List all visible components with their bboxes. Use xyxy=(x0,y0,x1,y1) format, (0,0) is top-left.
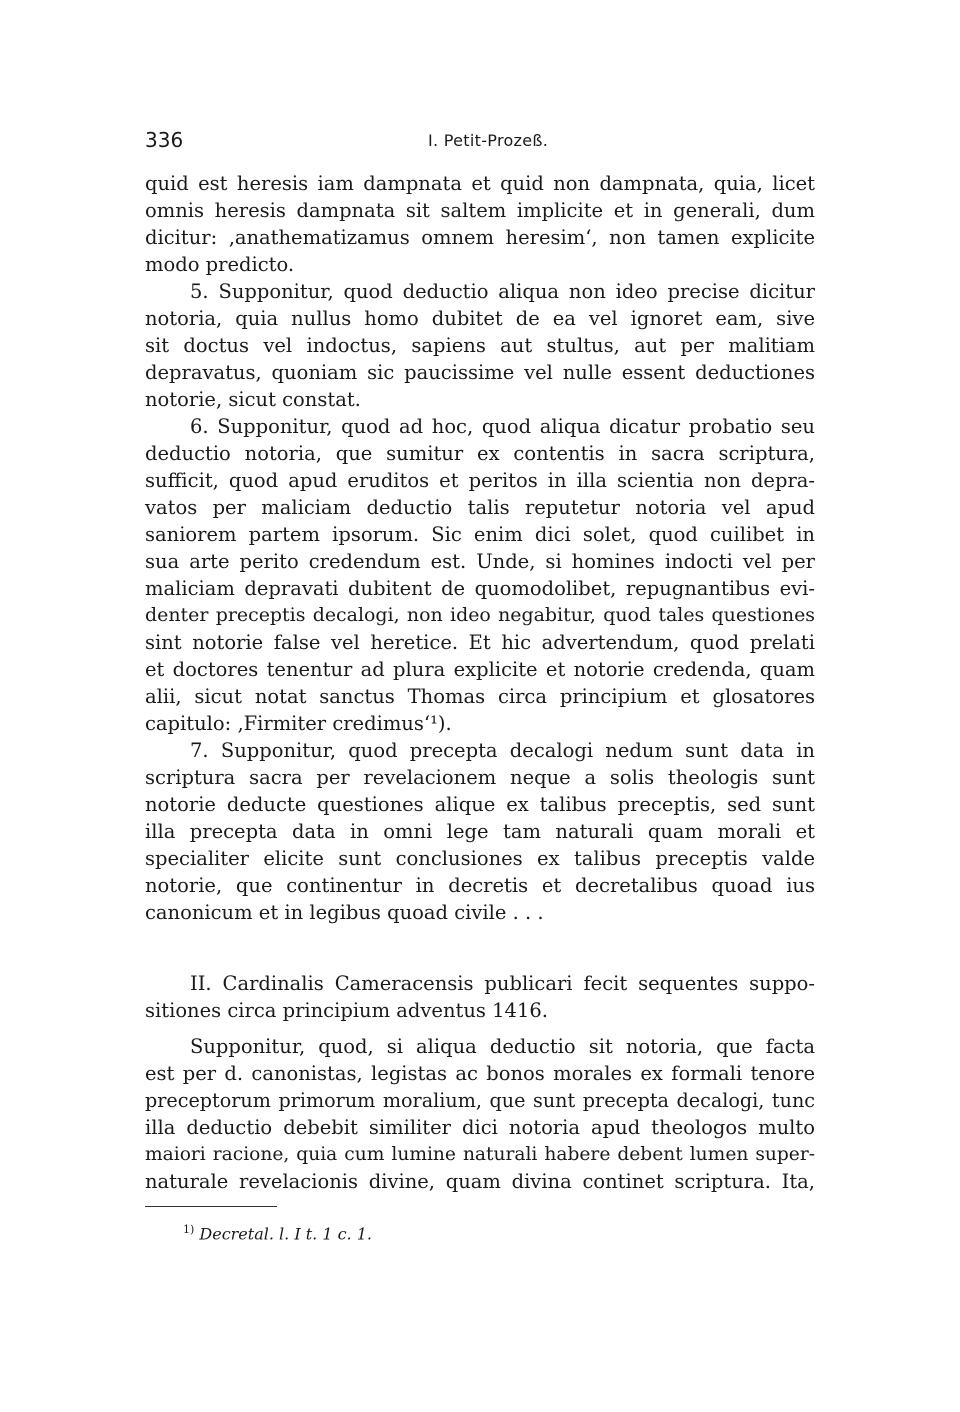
text-line: 5. Supponitur, quod deductio aliqua non ideo precise dicitur xyxy=(190,280,815,303)
text-line: est per d. canonistas, legistas ac bonos morales ex formali tenore xyxy=(145,1062,815,1085)
text-line: depravatus, quoniam sic paucissime vel nulle essent deductiones xyxy=(145,361,815,384)
text-line: scriptura sacra per revelacionem neque a solis theologis sunt xyxy=(145,766,815,789)
text-line: deductio notoria, que sumitur ex contentis in sacra scriptura, xyxy=(145,442,815,465)
text-line: illa precepta data in omni lege tam naturali quam morali et xyxy=(145,820,815,843)
text-line: dicitur: ‚anathematizamus omnem heresim‘, non tamen explicite xyxy=(145,226,815,249)
text-line: notorie, que continentur in decretis et decretalibus quoad ius xyxy=(145,874,815,897)
text-line: sitiones circa principium adventus 1416. xyxy=(145,999,548,1022)
running-head xyxy=(145,128,815,158)
text-line: sufficit, quod apud eruditos et peritos in illa scientia non depra- xyxy=(145,469,815,492)
text-line: denter preceptis decalogi, non ideo negabitur, quod tales questiones xyxy=(145,604,815,626)
text-line: capitulo: ‚Firmiter credimus‘¹). xyxy=(145,712,452,735)
text-line: II. Cardinalis Cameracensis publicari fecit sequentes suppo- xyxy=(190,972,815,995)
text-line: saniorem partem ipsorum. Sic enim dici solet, quod cuilibet in xyxy=(145,523,815,546)
text-line: omnis heresis dampnata sit saltem implicite et in generali, dum xyxy=(145,199,815,222)
text-line: specialiter elicite sunt conclusiones ex talibus preceptis valde xyxy=(145,847,815,870)
footnote-rule xyxy=(145,1206,277,1207)
text-line: modo predicto. xyxy=(145,253,295,276)
text-line: canonicum et in legibus quoad civile . . . xyxy=(145,901,544,924)
text-line: sit doctus vel indoctus, sapiens aut stultus, aut per malitiam xyxy=(145,334,815,357)
text-line: notoria, quia nullus homo dubitet de ea vel ignoret eam, sive xyxy=(145,307,815,330)
text-line: maiori racione, quia cum lumine naturali habere debent lumen super- xyxy=(145,1144,815,1165)
text-line: 6. Supponitur, quod ad hoc, quod aliqua dicatur probatio seu xyxy=(190,415,815,438)
text-line: sua arte perito credendum est. Unde, si homines indocti vel per xyxy=(145,550,815,573)
text-line: notorie, sicut constat. xyxy=(145,388,361,411)
running-title: I. Petit-Prozeß. xyxy=(428,131,549,150)
text-line: preceptorum primorum moralium, que sunt precepta decalogi, tunc xyxy=(145,1089,815,1112)
text-line: quid est heresis iam dampnata et quid non dampnata, quia, licet xyxy=(145,172,815,195)
text-line: naturale revelacionis divine, quam divina continet scriptura. Ita, xyxy=(145,1170,815,1193)
footnote-text: Decretal. l. I t. 1 c. 1. xyxy=(199,1224,372,1244)
text-line: Supponitur, quod, si aliqua deductio sit notoria, que facta xyxy=(190,1035,815,1058)
text-line: illa deductio debebit similiter dici notoria apud theologos multo xyxy=(145,1116,815,1139)
text-line: maliciam depravati dubitent de quomodolibet, repugnantibus evi- xyxy=(145,577,815,600)
text-line: et doctores tenentur ad plura explicite et notorie credenda, quam xyxy=(145,658,815,681)
text-line: notorie deducte questiones alique ex talibus preceptis, sed sunt xyxy=(145,793,815,816)
text-line: vatos per maliciam deductio talis reputetur notoria vel apud xyxy=(145,496,815,519)
text-line: 7. Supponitur, quod precepta decalogi nedum sunt data in xyxy=(190,739,815,762)
footnote xyxy=(183,1218,372,1246)
page-number: 336 xyxy=(145,128,184,152)
footnote-mark: 1) xyxy=(183,1223,195,1236)
text-line: alii, sicut notat sanctus Thomas circa principium et glosatores xyxy=(145,685,815,708)
text-line: sint notorie false vel heretice. Et hic advertendum, quod prelati xyxy=(145,631,815,654)
